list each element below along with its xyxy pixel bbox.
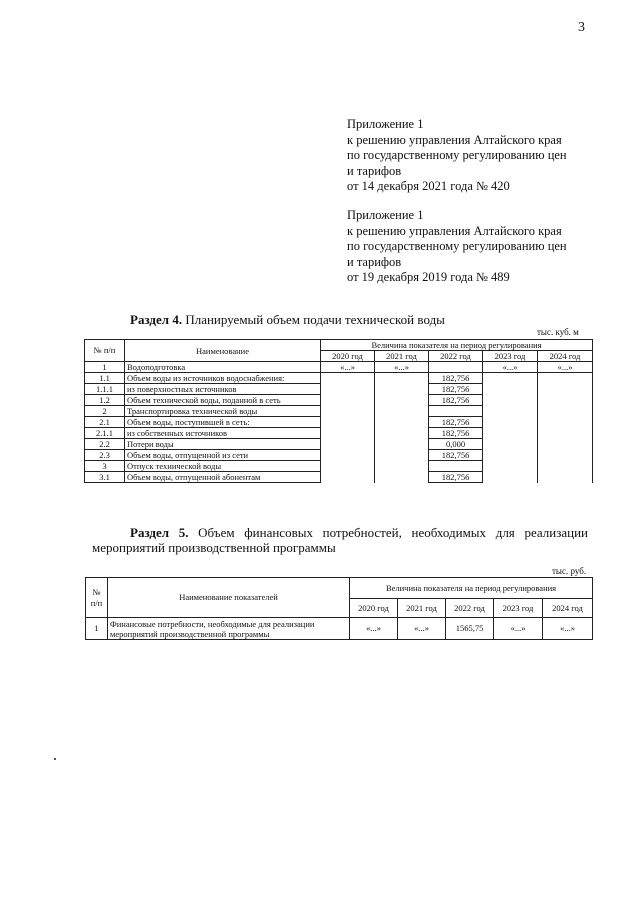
table-row — [85, 461, 593, 472]
row-value — [375, 439, 429, 450]
header-year: 2022 год — [429, 351, 483, 362]
appendix-block-current — [347, 117, 567, 195]
row-name-line: Финансовые потребности, необходимые для реализации — [110, 618, 315, 629]
row-name: Объем воды, отпущенной абонентам — [125, 472, 321, 483]
row-value — [321, 384, 375, 395]
table-row — [85, 373, 593, 384]
row-value — [538, 384, 593, 395]
header-year: 2021 год — [398, 599, 446, 618]
table-row — [85, 450, 593, 461]
appendix-line: от 14 декабря 2021 года № 420 — [347, 179, 510, 193]
scan-speck — [54, 758, 56, 760]
header-year: 2020 год — [350, 599, 398, 618]
row-value — [538, 450, 593, 461]
row-value — [538, 417, 593, 428]
row-num: 1.2 — [85, 395, 125, 406]
row-value — [375, 373, 429, 384]
header-year: 2023 год — [483, 351, 538, 362]
row-name: Водоподготовка — [125, 362, 321, 373]
header-year: 2024 год — [538, 351, 593, 362]
row-value — [321, 406, 375, 417]
row-name: Отпуск технической воды — [125, 461, 321, 472]
header-name: Наименование показателей — [108, 578, 350, 618]
header-year: 2024 год — [543, 599, 593, 618]
row-value — [429, 406, 483, 417]
header-year: 2021 год — [375, 351, 429, 362]
table-row — [85, 362, 593, 373]
appendix-line: по государственному регулированию цен — [347, 148, 567, 162]
row-name: из поверхностных источников — [125, 384, 321, 395]
table-body — [85, 362, 593, 483]
row-value: 182,756 — [429, 417, 483, 428]
row-value: 182,756 — [429, 450, 483, 461]
row-name: Объем воды из источников водоснабжения: — [125, 373, 321, 384]
table-row — [85, 472, 593, 483]
row-value — [321, 395, 375, 406]
financial-needs-table — [85, 577, 593, 640]
section-5-title-line-1 — [92, 525, 588, 540]
row-value — [429, 461, 483, 472]
section-5-title-line-2: мероприятий производственной программы — [92, 540, 336, 555]
row-value: 182,756 — [429, 395, 483, 406]
row-value — [375, 395, 429, 406]
section-5-title — [92, 525, 588, 555]
row-value — [483, 384, 538, 395]
row-value: «...» — [543, 618, 593, 640]
row-value — [483, 472, 538, 483]
section-4-units: тыс. куб. м — [537, 327, 579, 337]
row-name: Потери воды — [125, 439, 321, 450]
header-year: 2023 год — [494, 599, 543, 618]
section-5-units: тыс. руб. — [552, 566, 587, 576]
row-num: 2.1 — [85, 417, 125, 428]
row-name: из собственных источников — [125, 428, 321, 439]
row-value — [483, 395, 538, 406]
row-value — [538, 428, 593, 439]
row-value: 182,756 — [429, 472, 483, 483]
row-value: «...» — [321, 362, 375, 373]
row-value — [321, 450, 375, 461]
row-num: 2 — [85, 406, 125, 417]
row-value — [483, 417, 538, 428]
header-name: Наименование — [125, 340, 321, 362]
row-num: 1 — [86, 618, 108, 640]
row-value — [321, 472, 375, 483]
header-year: 2020 год — [321, 351, 375, 362]
row-value: «...» — [350, 618, 398, 640]
appendix-line: по государственному регулированию цен — [347, 239, 567, 253]
appendix-line: и тарифов — [347, 163, 402, 178]
header-period: Величина показателя на период регулирования — [350, 578, 593, 599]
technical-water-volume-table — [84, 339, 593, 483]
row-value — [375, 461, 429, 472]
row-value — [483, 406, 538, 417]
row-value — [483, 373, 538, 384]
page-number: 3 — [578, 20, 585, 35]
table-row — [85, 406, 593, 417]
row-value — [429, 362, 483, 373]
row-num: 3 — [85, 461, 125, 472]
table-row — [86, 618, 593, 640]
row-value — [538, 461, 593, 472]
appendix-line: Приложение 1 — [347, 117, 424, 131]
section-4-label: Раздел 4. — [130, 312, 183, 327]
row-num: 1 — [85, 362, 125, 373]
row-value — [375, 406, 429, 417]
row-name: Транспортировка технической воды — [125, 406, 321, 417]
row-value: «...» — [538, 362, 593, 373]
row-value — [321, 428, 375, 439]
appendix-line: Приложение 1 — [347, 208, 424, 222]
header-year: 2022 год — [446, 599, 494, 618]
row-name: Объем воды, отпущенной из сети — [125, 450, 321, 461]
row-value — [483, 461, 538, 472]
row-num: 2.3 — [85, 450, 125, 461]
row-num: 3.1 — [85, 472, 125, 483]
row-value — [321, 417, 375, 428]
header-period: Величина показателя на период регулирования — [321, 340, 593, 351]
row-num: 1.1.1 — [85, 384, 125, 395]
row-num: 1.1 — [85, 373, 125, 384]
table-row — [85, 384, 593, 395]
appendix-line: и тарифов — [347, 254, 402, 269]
row-value: «...» — [375, 362, 429, 373]
appendix-block-original — [347, 208, 567, 286]
row-value: 182,756 — [429, 384, 483, 395]
row-value — [538, 472, 593, 483]
appendix-line: от 19 декабря 2019 года № 489 — [347, 270, 510, 284]
table-row — [85, 395, 593, 406]
appendix-line: к решению управления Алтайского края — [347, 223, 562, 238]
row-value: 1565,75 — [446, 618, 494, 640]
row-value — [483, 450, 538, 461]
row-value — [375, 428, 429, 439]
row-name: Объем технической воды, поданной в сеть — [125, 395, 321, 406]
row-name: Объем воды, поступившей в сеть: — [125, 417, 321, 428]
row-value: 182,756 — [429, 373, 483, 384]
row-value — [321, 461, 375, 472]
row-name — [108, 618, 350, 640]
appendix-line: к решению управления Алтайского края — [347, 132, 562, 147]
table-row — [85, 439, 593, 450]
row-num: 2.1.1 — [85, 428, 125, 439]
row-value — [375, 417, 429, 428]
header-num: № п/п — [86, 578, 108, 618]
section-5-label: Раздел 5. — [130, 525, 189, 540]
section-5-heading: Объем финансовых потребностей, необходимых для реализации — [188, 525, 588, 540]
row-value — [538, 373, 593, 384]
row-value — [375, 384, 429, 395]
header-num: № п/п — [85, 340, 125, 362]
row-value — [538, 395, 593, 406]
row-value: «...» — [483, 362, 538, 373]
row-value: 182,756 — [429, 428, 483, 439]
row-value: «...» — [398, 618, 446, 640]
row-value: «...» — [494, 618, 543, 640]
row-value — [538, 406, 593, 417]
table-row — [85, 417, 593, 428]
row-num: 2.2 — [85, 439, 125, 450]
row-value — [321, 439, 375, 450]
row-value — [375, 472, 429, 483]
row-value — [483, 439, 538, 450]
row-name-line: мероприятий производственной программы — [110, 628, 270, 639]
row-value — [321, 373, 375, 384]
row-value: 0,000 — [429, 439, 483, 450]
row-value — [483, 428, 538, 439]
row-value — [375, 450, 429, 461]
row-value — [538, 439, 593, 450]
section-4-heading: Планируемый объем подачи технической воды — [182, 312, 445, 327]
table-row — [85, 428, 593, 439]
section-4-title — [130, 312, 445, 328]
